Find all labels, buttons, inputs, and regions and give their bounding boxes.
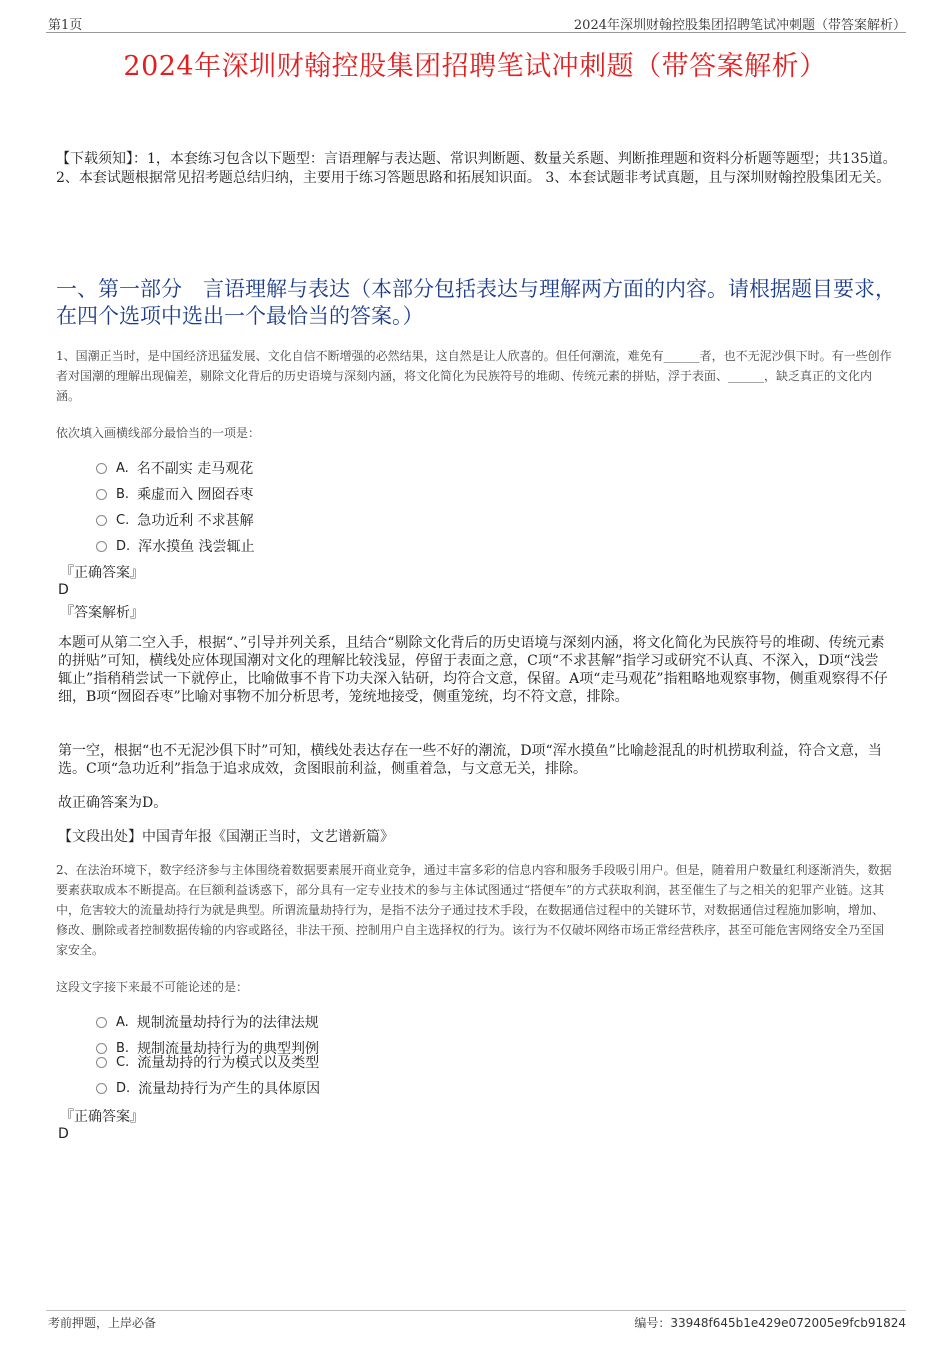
q2-option-d[interactable]: D. 流量劫持行为产生的具体原因 xyxy=(96,1078,320,1098)
q2-option-b[interactable]: B. 规制流量劫持行为的典型判例 xyxy=(96,1038,319,1058)
radio-icon[interactable] xyxy=(96,541,107,552)
radio-icon[interactable] xyxy=(96,1057,107,1068)
footer-code-label: 编号： xyxy=(634,1316,671,1330)
q1-option-b[interactable]: B. 乘虚而入 囫囵吞枣 xyxy=(96,484,254,504)
q2-answer-label: 『正确答案』 xyxy=(60,1109,144,1125)
document-title: 2024年深圳财翰控股集团招聘笔试冲刺题（带答案解析） xyxy=(123,51,827,82)
page-number: 第1页 xyxy=(48,18,83,33)
q1-source: 【文段出处】中国青年报《国潮正当时，文艺谱新篇》 xyxy=(58,829,394,845)
footer-document-id xyxy=(634,1314,906,1331)
footer-divider xyxy=(46,1310,906,1311)
running-header-title: 2024年深圳财翰控股集团招聘笔试冲刺题（带答案解析） xyxy=(573,18,906,33)
radio-icon[interactable] xyxy=(96,489,107,500)
question-1-text: 1、国潮正当时，是中国经济迅猛发展、文化自信不断增强的必然结果，这自然是让人欣喜的。但任何潮流，难免有______者，也不无泥沙俱下时。有一些创作者对国潮的理解出现偏差，剔除文化背后的历史语境与深刻内涵，将文化简化为民族符号的堆砌、传统元素的拼贴，浮于表面、______，缺乏真正的文化内涵。 xyxy=(56,349,892,403)
q1-option-c[interactable]: C. 急功近利 不求甚解 xyxy=(96,510,254,530)
footer-code: 33948f645b1e429e072005e9fcb91824 xyxy=(670,1316,906,1330)
q1-option-a[interactable]: A. 名不副实 走马观花 xyxy=(96,458,253,478)
q1-analysis-paragraph-1: 本题可从第二空入手，根据“、”引导并列关系，且结合“剔除文化背后的历史语境与深刻内涵，将文化简化为民族符号的堆砌、传统元素的拼贴”可知，横线处应体现国潮对文化的理解比较浅显，停留于表面之意，C项“不求甚解”指学习或研究不认真、不深入，D项“浅尝辄止”指稍稍尝试一下就停止，比喻做事不肯下功夫深入钻研，均符合文意，保留。A项“走马观花”指粗略地观察事物，侧重观察得不仔细，B项“囫囵吞枣”比喻对事物不加分析思考，笼统地接受，侧重笼统，均不符文意，排除。 xyxy=(58,635,888,705)
q1-answer-label: 『正确答案』 xyxy=(60,565,144,581)
q2-option-c[interactable]: C. 流量劫持的行为模式以及类型 xyxy=(96,1052,319,1072)
q1-analysis-conclusion: 故正确答案为D。 xyxy=(58,795,168,811)
download-notice: 【下载须知】：1，本套练习包含以下题型：言语理解与表达题、常识判断题、数量关系题、判断推理题和资料分析题等题型；共135道。 2、本套试题根据常见招考题总结归纳，主要用于练习答题思路和拓展知识面。 3、本套试题非考试真题，且与深圳财翰控股集团无关。 xyxy=(56,151,897,186)
q1-answer: D xyxy=(58,582,69,598)
q2-answer: D xyxy=(58,1126,69,1142)
question-2-text: 2、在法治环境下，数字经济参与主体围绕着数据要素展开商业竞争，通过丰富多彩的信息内容和服务手段吸引用户。但是，随着用户数量红利逐渐消失，数据要素获取成本不断提高。在巨额利益诱惑下，部分具有一定专业技术的参与主体试图通过“搭便车”的方式获取利润，甚至催生了与之相关的犯罪产业链。这其中，危害较大的流量劫持行为就是典型。所谓流量劫持行为，是指不法分子通过技术手段，在数据通信过程中的关键环节，对数据通信过程施加影响，增加、修改、删除或者控制数据传输的内容或路径，非法干预、控制用户自主选择权的行为。该行为不仅破坏网络市场正常经营秩序，甚至可能危害网络安全乃至国家安全。 xyxy=(56,863,892,957)
radio-icon[interactable] xyxy=(96,1083,107,1094)
question-2-prompt: 这段文字接下来最不可能论述的是： xyxy=(56,980,249,994)
q1-analysis-label: 『答案解析』 xyxy=(60,605,144,621)
header-divider xyxy=(46,32,906,33)
q2-option-a[interactable]: A. 规制流量劫持行为的法律法规 xyxy=(96,1012,319,1032)
q1-analysis-paragraph-2: 第一空，根据“也不无泥沙俱下时”可知，横线处表达存在一些不好的潮流，D项“浑水摸鱼”比喻趁混乱的时机捞取利益，符合文意，当选。C项“急功近利”指急于追求成效，贪图眼前利益，侧重着急，与文意无关，排除。 xyxy=(58,743,882,777)
footer-slogan: 考前押题，上岸必备 xyxy=(48,1316,157,1330)
section-heading: 一、第一部分 言语理解与表达（本部分包括表达与理解两方面的内容。请根据题目要求，在四个选项中选出一个最恰当的答案。） xyxy=(56,277,896,328)
q1-option-d[interactable]: D. 浑水摸鱼 浅尝辄止 xyxy=(96,536,255,556)
radio-icon[interactable] xyxy=(96,1017,107,1028)
radio-icon[interactable] xyxy=(96,515,107,526)
radio-icon[interactable] xyxy=(96,463,107,474)
question-1-prompt: 依次填入画横线部分最恰当的一项是： xyxy=(56,426,261,440)
